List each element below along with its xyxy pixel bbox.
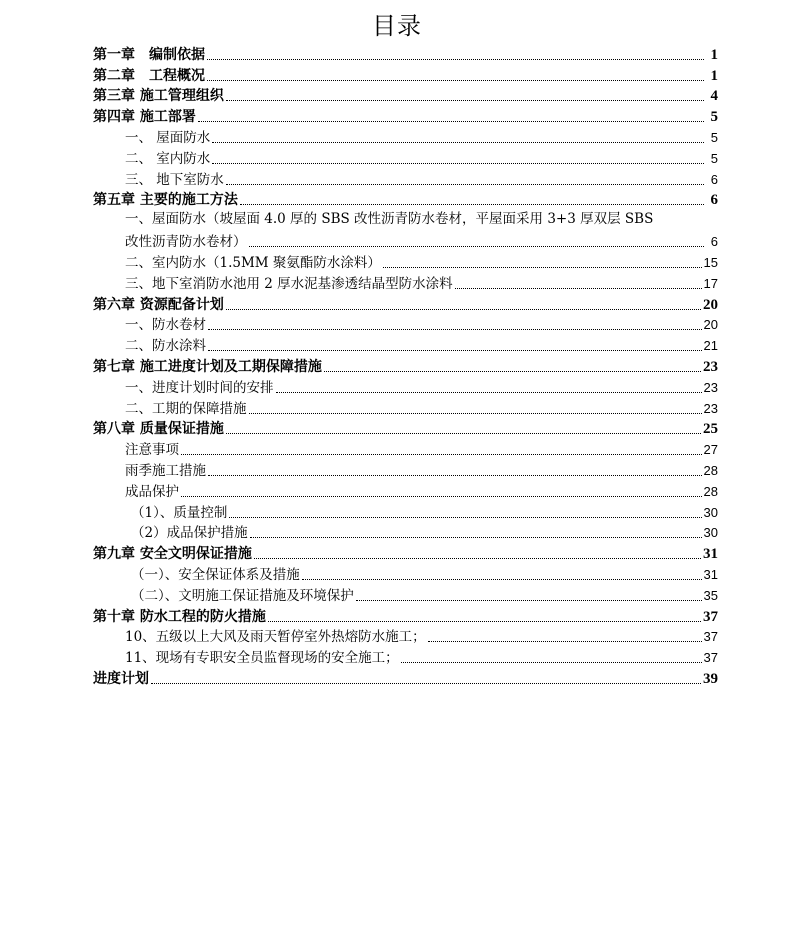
toc-entry-subsection[interactable] bbox=[93, 501, 718, 522]
toc-entry-label: 第五章 主要的施工方法 bbox=[93, 192, 238, 209]
toc-entry-section[interactable] bbox=[93, 563, 718, 584]
dot-leader bbox=[229, 516, 701, 518]
dot-leader bbox=[208, 349, 702, 351]
toc-entry-chapter-9[interactable] bbox=[93, 542, 718, 563]
toc-entry-label: 第十章 防水工程的防火措施 bbox=[93, 608, 266, 625]
toc-entry-label: 第二章 工程概况 bbox=[93, 67, 205, 84]
dot-leader bbox=[249, 245, 705, 247]
toc-page-number: 17 bbox=[703, 275, 718, 291]
dot-leader bbox=[181, 453, 702, 455]
toc-entry-label: 进度计划 bbox=[93, 670, 149, 687]
toc-entry-continuation bbox=[93, 230, 718, 251]
toc-entry-chapter-5[interactable] bbox=[93, 189, 718, 210]
dot-leader bbox=[268, 620, 701, 622]
dot-leader bbox=[226, 183, 704, 185]
toc-page-number: 21 bbox=[703, 338, 718, 354]
toc-entry-label: 11、现场有专职安全员监督现场的安全施工； bbox=[125, 650, 399, 667]
toc-entry-section[interactable] bbox=[93, 646, 718, 667]
toc-page-number: 23 bbox=[703, 358, 718, 375]
toc-entry-section[interactable] bbox=[93, 314, 718, 335]
toc-entry-label: 第四章 施工部署 bbox=[93, 109, 196, 126]
toc-entry-section[interactable] bbox=[93, 480, 718, 501]
toc-page-number: 31 bbox=[703, 566, 718, 582]
toc-page-number: 20 bbox=[703, 296, 718, 313]
toc-entry-section[interactable] bbox=[93, 584, 718, 605]
dot-leader bbox=[226, 308, 701, 310]
toc-entry-label: 二、防水涂料 bbox=[125, 338, 206, 355]
toc-entry-section[interactable] bbox=[93, 251, 718, 272]
toc-page-number: 23 bbox=[703, 400, 718, 416]
toc-page-number: 6 bbox=[710, 234, 718, 250]
dot-leader bbox=[181, 495, 702, 497]
toc-entry-label: 二、 室内防水 bbox=[125, 150, 211, 167]
dot-leader bbox=[198, 120, 704, 122]
toc-entry-label: 一、屋面防水（坡屋面 4.0 厚的 SBS 改性沥青防水卷材，平屋面采用 3+3 厚双层 SBS bbox=[125, 211, 654, 228]
toc-entry-label: 第七章 施工进度计划及工期保障措施 bbox=[93, 358, 322, 375]
table-of-contents bbox=[93, 43, 718, 688]
dot-leader bbox=[254, 557, 701, 559]
dot-leader bbox=[250, 536, 702, 538]
toc-page-number: 35 bbox=[703, 587, 718, 603]
dot-leader bbox=[226, 99, 704, 101]
toc-page-number: 39 bbox=[703, 670, 718, 687]
toc-page-number: 5 bbox=[710, 129, 718, 145]
dot-leader bbox=[356, 599, 702, 601]
toc-page-number: 1 bbox=[710, 46, 718, 63]
toc-page-number: 6 bbox=[710, 171, 718, 187]
toc-page-number: 6 bbox=[710, 192, 718, 209]
dot-leader bbox=[276, 391, 702, 393]
toc-entry-schedule[interactable] bbox=[93, 667, 718, 688]
toc-entry-subsection[interactable] bbox=[93, 522, 718, 543]
dot-leader bbox=[226, 432, 701, 434]
toc-entry-chapter-10[interactable] bbox=[93, 605, 718, 626]
toc-entry-label: 10、五级以上大风及雨天暂停室外热熔防水施工； bbox=[125, 629, 426, 646]
toc-entry-label: 第三章 施工管理组织 bbox=[93, 88, 224, 105]
toc-entry-label: （1）、质量控制 bbox=[131, 504, 228, 521]
toc-entry-section[interactable] bbox=[93, 272, 718, 293]
toc-entry-label: 一、进度计划时间的安排 bbox=[125, 379, 274, 396]
dot-leader bbox=[208, 328, 702, 330]
dot-leader bbox=[240, 203, 704, 205]
dot-leader bbox=[208, 474, 702, 476]
toc-page-number: 30 bbox=[703, 504, 718, 520]
toc-entry-section[interactable] bbox=[93, 376, 718, 397]
toc-entry-label: （一）、安全保证体系及措施 bbox=[131, 566, 300, 583]
toc-entry-chapter-6[interactable] bbox=[93, 293, 718, 314]
toc-page-number: 28 bbox=[703, 462, 718, 478]
toc-entry-section[interactable] bbox=[93, 126, 718, 147]
dot-leader bbox=[212, 162, 704, 164]
toc-page-number: 20 bbox=[703, 317, 718, 333]
toc-page-number: 4 bbox=[710, 88, 718, 105]
toc-entry-section[interactable] bbox=[93, 147, 718, 168]
dot-leader bbox=[455, 287, 702, 289]
toc-entry-label: 一、防水卷材 bbox=[125, 317, 206, 334]
dot-leader bbox=[383, 266, 702, 268]
toc-entry-section-wrapped[interactable] bbox=[93, 209, 718, 251]
toc-entry-label: 第一章 编制依据 bbox=[93, 46, 205, 63]
toc-page-number: 30 bbox=[703, 525, 718, 541]
toc-entry-label: 三、地下室消防水池用 2 厚水泥基渗透结晶型防水涂料 bbox=[125, 275, 453, 292]
toc-entry-section[interactable] bbox=[93, 168, 718, 189]
toc-entry-label: （2）成品保护措施 bbox=[131, 525, 248, 542]
document-title: 目录 bbox=[372, 12, 422, 40]
dot-leader bbox=[207, 79, 704, 81]
dot-leader bbox=[151, 682, 701, 684]
toc-page-number: 25 bbox=[703, 421, 718, 438]
toc-entry-section[interactable] bbox=[93, 397, 718, 418]
toc-entry-label: 第六章 资源配备计划 bbox=[93, 296, 224, 313]
toc-entry-section[interactable] bbox=[93, 459, 718, 480]
toc-page-number: 23 bbox=[703, 379, 718, 395]
toc-page-number: 5 bbox=[710, 109, 718, 126]
toc-page-number: 37 bbox=[703, 629, 718, 645]
toc-entry-label: 二、工期的保障措施 bbox=[125, 400, 247, 417]
toc-entry-label-continued: 改性沥青防水卷材） bbox=[125, 234, 247, 251]
toc-page-number: 27 bbox=[703, 442, 718, 458]
toc-page-number: 37 bbox=[703, 608, 718, 625]
toc-page-number: 37 bbox=[703, 650, 718, 666]
toc-entry-chapter-2[interactable] bbox=[93, 64, 718, 85]
toc-page-number: 31 bbox=[703, 546, 718, 563]
dot-leader bbox=[428, 640, 702, 642]
toc-entry-chapter-7[interactable] bbox=[93, 355, 718, 376]
toc-entry-label: 雨季施工措施 bbox=[125, 462, 206, 479]
toc-page-number: 15 bbox=[703, 254, 718, 270]
toc-page-number: 1 bbox=[710, 67, 718, 84]
toc-entry-label: 第九章 安全文明保证措施 bbox=[93, 546, 252, 563]
toc-entry-section[interactable] bbox=[93, 626, 718, 647]
toc-entry-label: 一、 屋面防水 bbox=[125, 129, 211, 146]
dot-leader bbox=[324, 370, 701, 372]
toc-entry-label: （二）、文明施工保证措施及环境保护 bbox=[131, 587, 354, 604]
toc-page-number: 5 bbox=[710, 150, 718, 166]
toc-entry-section[interactable] bbox=[93, 438, 718, 459]
toc-entry-chapter-4[interactable] bbox=[93, 105, 718, 126]
dot-leader bbox=[207, 58, 704, 60]
toc-page-number: 28 bbox=[703, 483, 718, 499]
toc-entry-label: 第八章 质量保证措施 bbox=[93, 421, 224, 438]
toc-entry-label: 成品保护 bbox=[125, 483, 179, 500]
toc-entry-chapter-1[interactable] bbox=[93, 43, 718, 64]
toc-entry-chapter-8[interactable] bbox=[93, 418, 718, 439]
toc-entry-section[interactable] bbox=[93, 334, 718, 355]
dot-leader bbox=[302, 578, 702, 580]
dot-leader bbox=[401, 661, 702, 663]
dot-leader bbox=[212, 141, 704, 143]
dot-leader bbox=[249, 412, 702, 414]
toc-entry-chapter-3[interactable] bbox=[93, 85, 718, 106]
toc-entry-label: 二、室内防水（1.5MM 聚氨酯防水涂料） bbox=[125, 254, 381, 271]
toc-entry-label: 注意事项 bbox=[125, 442, 179, 459]
toc-entry-label: 三、 地下室防水 bbox=[125, 171, 224, 188]
